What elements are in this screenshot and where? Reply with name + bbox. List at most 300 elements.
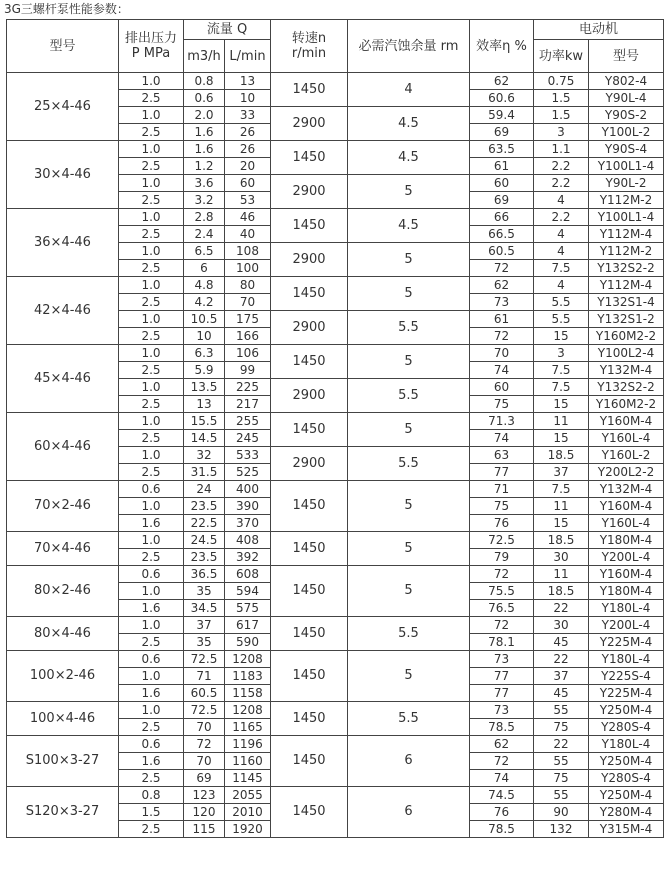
flow-lmin-cell: 20	[225, 158, 271, 175]
table-row	[7, 566, 664, 583]
pressure-cell: 2.5	[119, 226, 184, 243]
motor-model-cell: Y200L-4	[589, 549, 664, 566]
motor-model-cell: Y100L2-4	[589, 345, 664, 362]
motor-model-cell: Y132M-4	[589, 362, 664, 379]
pump-spec-table	[6, 19, 664, 838]
header-efficiency: 效率η %	[470, 20, 534, 73]
pressure-cell: 1.6	[119, 515, 184, 532]
flow-lmin-cell: 1183	[225, 668, 271, 685]
model-cell: 70×4-46	[7, 532, 119, 566]
flow-lmin-cell: 80	[225, 277, 271, 294]
power-cell: 0.75	[534, 73, 589, 90]
motor-model-cell: Y280M-4	[589, 804, 664, 821]
efficiency-cell: 61	[470, 158, 534, 175]
motor-model-cell: Y180L-4	[589, 600, 664, 617]
pressure-cell: 2.5	[119, 362, 184, 379]
table-row	[7, 481, 664, 498]
motor-model-cell: Y90S-2	[589, 107, 664, 124]
motor-model-cell: Y132S1-2	[589, 311, 664, 328]
flow-m3h-cell: 32	[184, 447, 225, 464]
npsh-cell: 5	[348, 345, 470, 379]
flow-lmin-cell: 46	[225, 209, 271, 226]
npsh-cell: 5.5	[348, 447, 470, 481]
flow-m3h-cell: 23.5	[184, 549, 225, 566]
npsh-cell: 5	[348, 175, 470, 209]
efficiency-cell: 73	[470, 702, 534, 719]
flow-lmin-cell: 370	[225, 515, 271, 532]
flow-m3h-cell: 0.6	[184, 90, 225, 107]
flow-m3h-cell: 5.9	[184, 362, 225, 379]
flow-lmin-cell: 70	[225, 294, 271, 311]
flow-lmin-cell: 26	[225, 141, 271, 158]
table-row	[7, 277, 664, 294]
motor-model-cell: Y112M-4	[589, 277, 664, 294]
efficiency-cell: 78.5	[470, 821, 534, 838]
flow-lmin-cell: 40	[225, 226, 271, 243]
header-pressure-line1: 排出压力	[124, 31, 177, 46]
pressure-cell: 2.5	[119, 719, 184, 736]
power-cell: 15	[534, 396, 589, 413]
power-cell: 22	[534, 600, 589, 617]
flow-lmin-cell: 1165	[225, 719, 271, 736]
power-cell: 2.2	[534, 158, 589, 175]
motor-model-cell: Y160M-4	[589, 413, 664, 430]
flow-lmin-cell: 60	[225, 175, 271, 192]
motor-model-cell: Y90L-2	[589, 175, 664, 192]
table-row	[7, 532, 664, 549]
efficiency-cell: 60	[470, 175, 534, 192]
speed-cell: 1450	[271, 651, 348, 702]
motor-model-cell: Y132M-4	[589, 481, 664, 498]
motor-model-cell: Y160M2-2	[589, 396, 664, 413]
table-row	[7, 345, 664, 362]
flow-m3h-cell: 70	[184, 719, 225, 736]
power-cell: 30	[534, 617, 589, 634]
motor-model-cell: Y112M-2	[589, 243, 664, 260]
table-row	[7, 702, 664, 719]
table-row	[7, 413, 664, 430]
motor-model-cell: Y180M-4	[589, 583, 664, 600]
speed-cell: 2900	[271, 107, 348, 141]
flow-lmin-cell: 1158	[225, 685, 271, 702]
pressure-cell: 1.0	[119, 413, 184, 430]
flow-m3h-cell: 0.8	[184, 73, 225, 90]
pressure-cell: 1.0	[119, 447, 184, 464]
power-cell: 18.5	[534, 583, 589, 600]
flow-m3h-cell: 6	[184, 260, 225, 277]
pressure-cell: 1.0	[119, 345, 184, 362]
flow-m3h-cell: 36.5	[184, 566, 225, 583]
header-model: 型号	[7, 20, 119, 73]
speed-cell: 2900	[271, 243, 348, 277]
power-cell: 15	[534, 328, 589, 345]
pressure-cell: 2.5	[119, 294, 184, 311]
power-cell: 4	[534, 243, 589, 260]
motor-model-cell: Y280S-4	[589, 770, 664, 787]
table-row	[7, 73, 664, 90]
efficiency-cell: 63.5	[470, 141, 534, 158]
power-cell: 90	[534, 804, 589, 821]
model-cell: S120×3-27	[7, 787, 119, 838]
pressure-cell: 1.0	[119, 617, 184, 634]
flow-lmin-cell: 166	[225, 328, 271, 345]
efficiency-cell: 73	[470, 651, 534, 668]
pressure-cell: 0.6	[119, 651, 184, 668]
flow-m3h-cell: 37	[184, 617, 225, 634]
npsh-cell: 5.5	[348, 702, 470, 736]
efficiency-cell: 75.5	[470, 583, 534, 600]
motor-model-cell: Y250M-4	[589, 787, 664, 804]
table-row	[7, 617, 664, 634]
flow-m3h-cell: 31.5	[184, 464, 225, 481]
npsh-cell: 6	[348, 787, 470, 838]
header-speed	[271, 20, 348, 73]
pressure-cell: 0.6	[119, 481, 184, 498]
motor-model-cell: Y90S-4	[589, 141, 664, 158]
power-cell: 55	[534, 753, 589, 770]
pressure-cell: 1.0	[119, 209, 184, 226]
motor-model-cell: Y200L2-2	[589, 464, 664, 481]
flow-m3h-cell: 1.6	[184, 141, 225, 158]
motor-model-cell: Y112M-2	[589, 192, 664, 209]
npsh-cell: 5.5	[348, 311, 470, 345]
efficiency-cell: 59.4	[470, 107, 534, 124]
pressure-cell: 2.5	[119, 328, 184, 345]
motor-model-cell: Y160M-4	[589, 498, 664, 515]
flow-lmin-cell: 2010	[225, 804, 271, 821]
flow-lmin-cell: 1160	[225, 753, 271, 770]
npsh-cell: 5	[348, 651, 470, 702]
power-cell: 18.5	[534, 447, 589, 464]
motor-model-cell: Y160M-4	[589, 566, 664, 583]
pressure-cell: 1.0	[119, 583, 184, 600]
flow-lmin-cell: 533	[225, 447, 271, 464]
efficiency-cell: 74	[470, 362, 534, 379]
flow-lmin-cell: 617	[225, 617, 271, 634]
efficiency-cell: 70	[470, 345, 534, 362]
pressure-cell: 1.0	[119, 702, 184, 719]
table-row	[7, 209, 664, 226]
pressure-cell: 2.5	[119, 396, 184, 413]
model-cell: 80×4-46	[7, 617, 119, 651]
power-cell: 11	[534, 498, 589, 515]
pressure-cell: 2.5	[119, 192, 184, 209]
efficiency-cell: 62	[470, 73, 534, 90]
pressure-cell: 2.5	[119, 464, 184, 481]
pressure-cell: 2.5	[119, 124, 184, 141]
power-cell: 4	[534, 226, 589, 243]
flow-lmin-cell: 590	[225, 634, 271, 651]
speed-cell: 1450	[271, 702, 348, 736]
flow-m3h-cell: 4.8	[184, 277, 225, 294]
header-speed-line2: r/min	[291, 46, 327, 61]
motor-model-cell: Y250M-4	[589, 753, 664, 770]
flow-lmin-cell: 26	[225, 124, 271, 141]
efficiency-cell: 72	[470, 328, 534, 345]
motor-model-cell: Y200L-4	[589, 617, 664, 634]
speed-cell: 1450	[271, 73, 348, 107]
power-cell: 75	[534, 719, 589, 736]
efficiency-cell: 62	[470, 277, 534, 294]
motor-model-cell: Y315M-4	[589, 821, 664, 838]
speed-cell: 1450	[271, 532, 348, 566]
flow-m3h-cell: 35	[184, 634, 225, 651]
efficiency-cell: 75	[470, 396, 534, 413]
flow-m3h-cell: 6.3	[184, 345, 225, 362]
model-cell: 100×2-46	[7, 651, 119, 702]
pressure-cell: 0.6	[119, 736, 184, 753]
flow-lmin-cell: 1208	[225, 651, 271, 668]
model-cell: 45×4-46	[7, 345, 119, 413]
motor-model-cell: Y132S1-4	[589, 294, 664, 311]
npsh-cell: 5	[348, 277, 470, 311]
motor-model-cell: Y180M-4	[589, 532, 664, 549]
efficiency-cell: 78.1	[470, 634, 534, 651]
flow-m3h-cell: 34.5	[184, 600, 225, 617]
efficiency-cell: 77	[470, 685, 534, 702]
power-cell: 2.2	[534, 209, 589, 226]
flow-lmin-cell: 608	[225, 566, 271, 583]
model-cell: 36×4-46	[7, 209, 119, 277]
model-cell: 30×4-46	[7, 141, 119, 209]
header-speed-line1: 转速n	[291, 31, 327, 46]
flow-lmin-cell: 2055	[225, 787, 271, 804]
npsh-cell: 4.5	[348, 209, 470, 243]
speed-cell: 2900	[271, 447, 348, 481]
power-cell: 45	[534, 685, 589, 702]
efficiency-cell: 77	[470, 668, 534, 685]
motor-model-cell: Y132S2-2	[589, 379, 664, 396]
power-cell: 1.1	[534, 141, 589, 158]
power-cell: 7.5	[534, 260, 589, 277]
power-cell: 11	[534, 413, 589, 430]
model-cell: 60×4-46	[7, 413, 119, 481]
efficiency-cell: 72	[470, 566, 534, 583]
flow-m3h-cell: 72.5	[184, 702, 225, 719]
motor-model-cell: Y132S2-2	[589, 260, 664, 277]
flow-m3h-cell: 3.6	[184, 175, 225, 192]
motor-model-cell: Y160L-4	[589, 430, 664, 447]
efficiency-cell: 72.5	[470, 532, 534, 549]
model-cell: S100×3-27	[7, 736, 119, 787]
power-cell: 37	[534, 464, 589, 481]
efficiency-cell: 74	[470, 770, 534, 787]
power-cell: 30	[534, 549, 589, 566]
pressure-cell: 1.6	[119, 600, 184, 617]
flow-lmin-cell: 1196	[225, 736, 271, 753]
motor-model-cell: Y280S-4	[589, 719, 664, 736]
npsh-cell: 5	[348, 566, 470, 617]
flow-lmin-cell: 594	[225, 583, 271, 600]
efficiency-cell: 60.5	[470, 243, 534, 260]
pressure-cell: 1.0	[119, 175, 184, 192]
flow-lmin-cell: 408	[225, 532, 271, 549]
speed-cell: 1450	[271, 277, 348, 311]
pressure-cell: 1.0	[119, 73, 184, 90]
flow-m3h-cell: 2.8	[184, 209, 225, 226]
table-header	[7, 20, 664, 73]
npsh-cell: 5	[348, 532, 470, 566]
motor-model-cell: Y100L-2	[589, 124, 664, 141]
speed-cell: 1450	[271, 345, 348, 379]
page-title: 3G三螺杆泵性能参数：	[4, 2, 129, 16]
pressure-cell: 1.0	[119, 668, 184, 685]
pressure-cell: 2.5	[119, 158, 184, 175]
pressure-cell: 1.6	[119, 685, 184, 702]
model-cell: 100×4-46	[7, 702, 119, 736]
flow-lmin-cell: 100	[225, 260, 271, 277]
flow-lmin-cell: 525	[225, 464, 271, 481]
flow-m3h-cell: 22.5	[184, 515, 225, 532]
header-npsh: 必需汽蚀余量 rm	[348, 20, 470, 73]
flow-m3h-cell: 1.6	[184, 124, 225, 141]
flow-lmin-cell: 575	[225, 600, 271, 617]
speed-cell: 1450	[271, 481, 348, 532]
motor-model-cell: Y112M-4	[589, 226, 664, 243]
npsh-cell: 5.5	[348, 379, 470, 413]
pressure-cell: 0.8	[119, 787, 184, 804]
flow-m3h-cell: 6.5	[184, 243, 225, 260]
flow-lmin-cell: 245	[225, 430, 271, 447]
flow-m3h-cell: 2.0	[184, 107, 225, 124]
pressure-cell: 2.5	[119, 90, 184, 107]
pressure-cell: 2.5	[119, 430, 184, 447]
flow-m3h-cell: 10.5	[184, 311, 225, 328]
pressure-cell: 1.0	[119, 141, 184, 158]
pressure-cell: 1.0	[119, 532, 184, 549]
pressure-cell: 2.5	[119, 260, 184, 277]
speed-cell: 1450	[271, 736, 348, 787]
efficiency-cell: 72	[470, 753, 534, 770]
motor-model-cell: Y180L-4	[589, 736, 664, 753]
pressure-cell: 1.6	[119, 753, 184, 770]
flow-lmin-cell: 400	[225, 481, 271, 498]
efficiency-cell: 76	[470, 515, 534, 532]
flow-lmin-cell: 225	[225, 379, 271, 396]
model-cell: 80×2-46	[7, 566, 119, 617]
efficiency-cell: 60.6	[470, 90, 534, 107]
flow-m3h-cell: 3.2	[184, 192, 225, 209]
speed-cell: 1450	[271, 566, 348, 617]
motor-model-cell: Y802-4	[589, 73, 664, 90]
efficiency-cell: 71	[470, 481, 534, 498]
flow-lmin-cell: 1145	[225, 770, 271, 787]
npsh-cell: 5	[348, 413, 470, 447]
efficiency-cell: 69	[470, 192, 534, 209]
flow-m3h-cell: 123	[184, 787, 225, 804]
table-row	[7, 141, 664, 158]
motor-model-cell: Y100L1-4	[589, 158, 664, 175]
table-row	[7, 787, 664, 804]
pressure-cell: 2.5	[119, 821, 184, 838]
flow-m3h-cell: 14.5	[184, 430, 225, 447]
flow-m3h-cell: 72	[184, 736, 225, 753]
pressure-cell: 0.6	[119, 566, 184, 583]
power-cell: 1.5	[534, 107, 589, 124]
table-row	[7, 651, 664, 668]
power-cell: 15	[534, 515, 589, 532]
flow-m3h-cell: 13	[184, 396, 225, 413]
power-cell: 55	[534, 787, 589, 804]
flow-lmin-cell: 390	[225, 498, 271, 515]
flow-lmin-cell: 175	[225, 311, 271, 328]
power-cell: 3	[534, 124, 589, 141]
efficiency-cell: 78.5	[470, 719, 534, 736]
model-cell: 70×2-46	[7, 481, 119, 532]
pressure-cell: 1.0	[119, 107, 184, 124]
pressure-cell: 1.0	[119, 277, 184, 294]
flow-m3h-cell: 1.2	[184, 158, 225, 175]
npsh-cell: 4.5	[348, 141, 470, 175]
motor-model-cell: Y225M-4	[589, 634, 664, 651]
npsh-cell: 4.5	[348, 107, 470, 141]
power-cell: 4	[534, 192, 589, 209]
table-body	[7, 73, 664, 838]
motor-model-cell: Y160L-2	[589, 447, 664, 464]
power-cell: 5.5	[534, 311, 589, 328]
power-cell: 7.5	[534, 379, 589, 396]
power-cell: 22	[534, 651, 589, 668]
speed-cell: 1450	[271, 617, 348, 651]
flow-lmin-cell: 53	[225, 192, 271, 209]
npsh-cell: 5	[348, 481, 470, 532]
efficiency-cell: 77	[470, 464, 534, 481]
flow-lmin-cell: 255	[225, 413, 271, 430]
power-cell: 2.2	[534, 175, 589, 192]
flow-lmin-cell: 106	[225, 345, 271, 362]
motor-model-cell: Y90L-4	[589, 90, 664, 107]
table-row	[7, 736, 664, 753]
model-cell: 25×4-46	[7, 73, 119, 141]
flow-m3h-cell: 60.5	[184, 685, 225, 702]
power-cell: 15	[534, 430, 589, 447]
flow-m3h-cell: 24.5	[184, 532, 225, 549]
flow-lmin-cell: 392	[225, 549, 271, 566]
flow-m3h-cell: 10	[184, 328, 225, 345]
motor-model-cell: Y180L-4	[589, 651, 664, 668]
header-motor: 电动机	[534, 20, 664, 40]
flow-m3h-cell: 13.5	[184, 379, 225, 396]
flow-m3h-cell: 35	[184, 583, 225, 600]
power-cell: 7.5	[534, 481, 589, 498]
speed-cell: 2900	[271, 379, 348, 413]
npsh-cell: 5	[348, 243, 470, 277]
efficiency-cell: 66.5	[470, 226, 534, 243]
flow-m3h-cell: 2.4	[184, 226, 225, 243]
flow-m3h-cell: 69	[184, 770, 225, 787]
flow-lmin-cell: 1208	[225, 702, 271, 719]
flow-m3h-cell: 4.2	[184, 294, 225, 311]
header-flow-m3h: m3/h	[184, 40, 225, 73]
pressure-cell: 1.0	[119, 498, 184, 515]
pressure-cell: 1.0	[119, 311, 184, 328]
power-cell: 45	[534, 634, 589, 651]
npsh-cell: 4	[348, 73, 470, 107]
power-cell: 22	[534, 736, 589, 753]
flow-m3h-cell: 24	[184, 481, 225, 498]
header-power: 功率kw	[534, 40, 589, 73]
pressure-cell: 1.5	[119, 804, 184, 821]
power-cell: 37	[534, 668, 589, 685]
flow-lmin-cell: 1920	[225, 821, 271, 838]
efficiency-cell: 62	[470, 736, 534, 753]
efficiency-cell: 60	[470, 379, 534, 396]
model-cell: 42×4-46	[7, 277, 119, 345]
flow-lmin-cell: 217	[225, 396, 271, 413]
motor-model-cell: Y160M2-2	[589, 328, 664, 345]
flow-m3h-cell: 72.5	[184, 651, 225, 668]
efficiency-cell: 74	[470, 430, 534, 447]
